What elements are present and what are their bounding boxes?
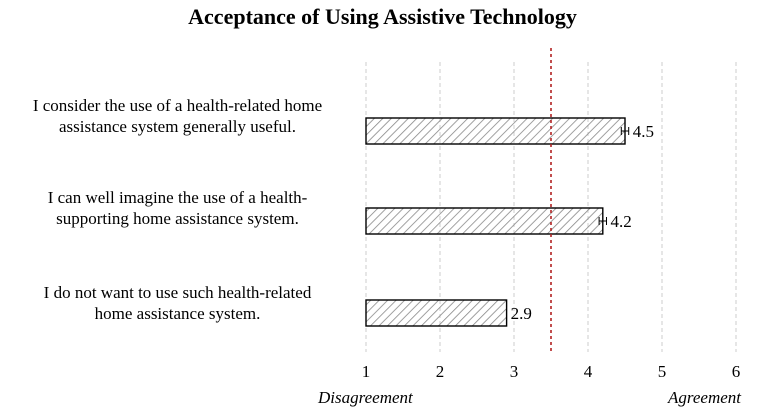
bar-3 <box>366 300 507 326</box>
category-label-3-line-1: I do not want to use such health-related <box>43 283 312 302</box>
x-tick-label-3: 3 <box>509 362 519 381</box>
x-tick-label-6: 6 <box>731 362 741 381</box>
x-tick-label-1: 1 <box>361 362 371 381</box>
x-tick-label-4: 4 <box>583 362 593 381</box>
value-label-2: 4.2 <box>610 212 632 231</box>
bar-2 <box>366 208 603 234</box>
x-tick-label-2: 2 <box>435 362 445 381</box>
value-label-1: 4.5 <box>632 122 654 141</box>
category-label-3-line-2: home assistance system. <box>94 304 261 323</box>
category-label-2-line-1: I can well imagine the use of a health- <box>47 188 308 207</box>
axis-label-agreement: Agreement <box>668 388 742 407</box>
category-label-2-line-2: supporting home assistance system. <box>56 209 299 228</box>
x-tick-label-5: 5 <box>657 362 667 381</box>
bar-1 <box>366 118 625 144</box>
axis-label-disagreement: Disagreement <box>318 388 413 407</box>
value-label-3: 2.9 <box>510 304 532 323</box>
chart-title: Acceptance of Using Assistive Technology <box>188 4 577 29</box>
category-label-1-line-2: assistance system generally useful. <box>59 117 296 136</box>
category-label-1-line-1: I consider the use of a health-related home <box>32 96 323 115</box>
